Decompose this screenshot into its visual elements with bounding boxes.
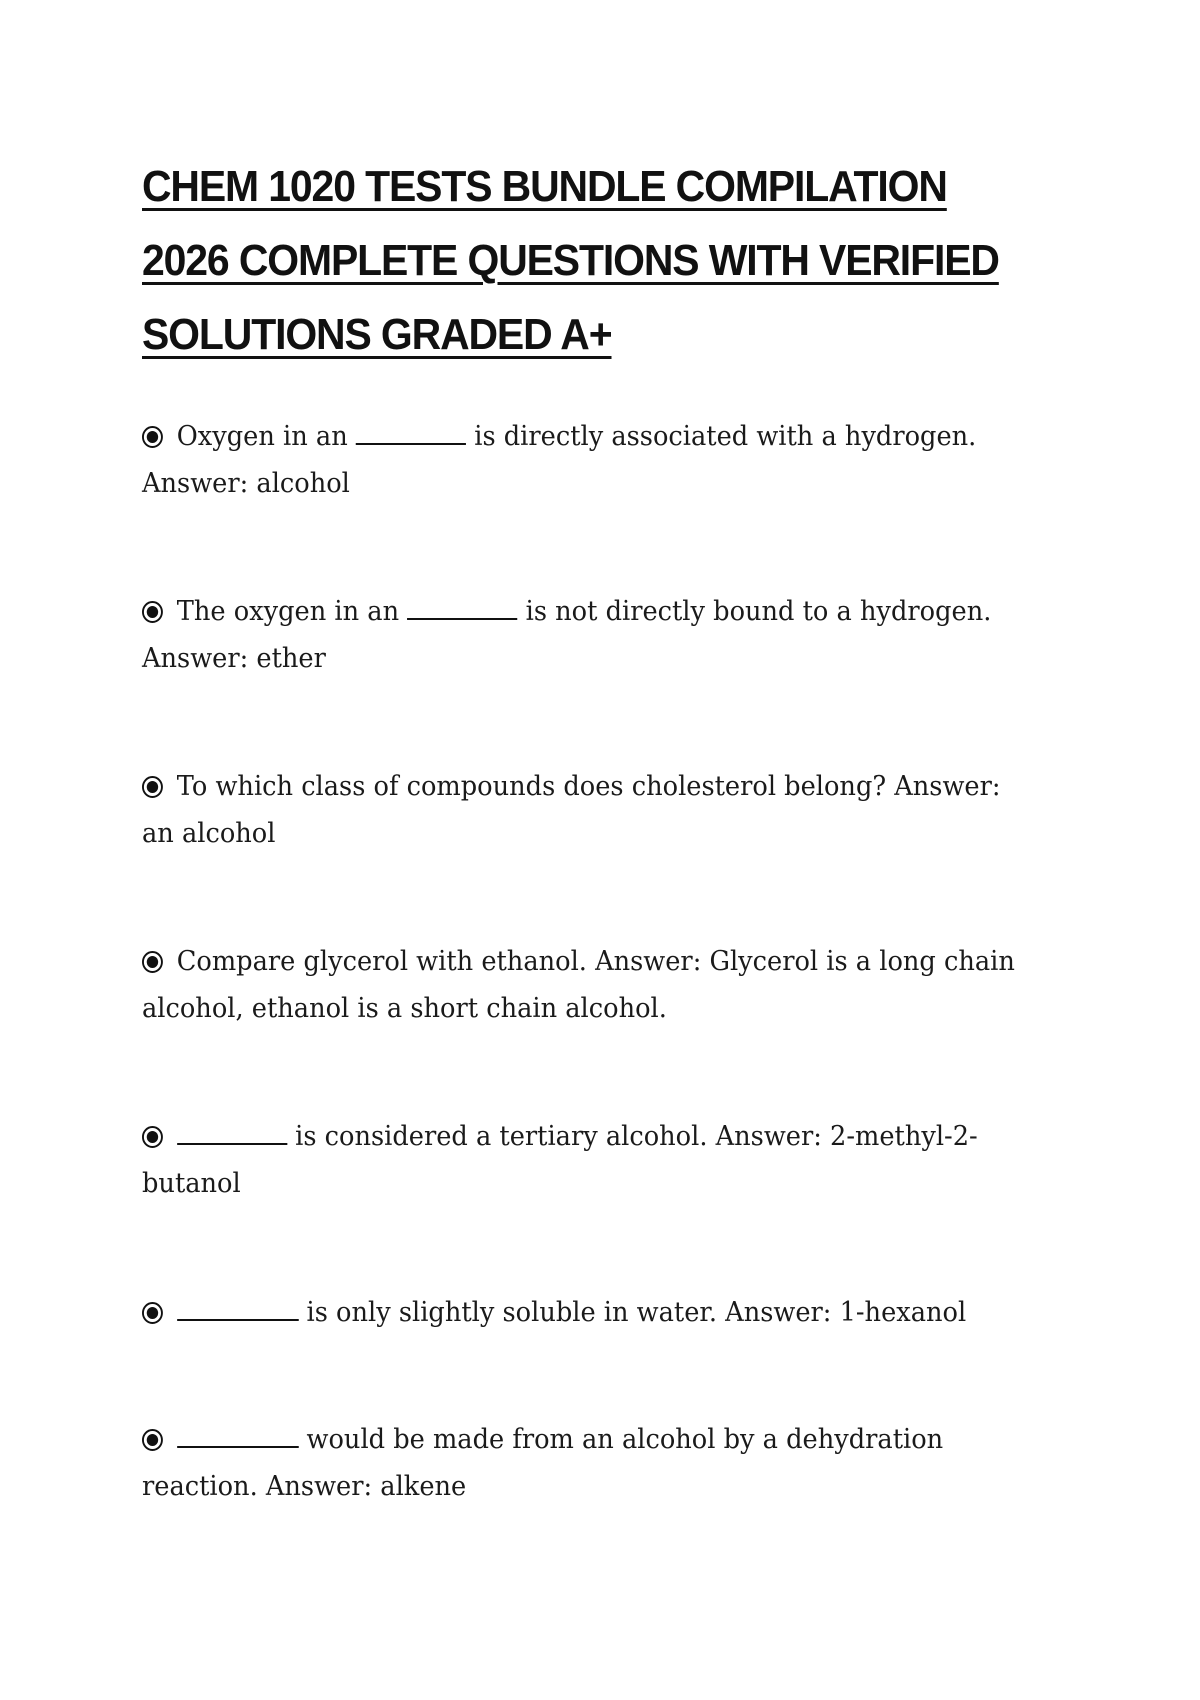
answer-blank [356,421,466,445]
document-title: CHEM 1020 TESTS BUNDLE COMPILATION 2026 COMPLETE QUESTIONS WITH VERIFIED SOLUTIONS GRADED A+ [142,162,999,359]
radio-bullet-icon [142,776,163,798]
question-text-before: The oxygen in an [176,596,400,627]
question-text-after: is directly associated with a hydrogen. Answer: alcohol [142,421,977,499]
answer-blank [177,1297,299,1321]
question-item [142,1289,1026,1336]
question-item [142,763,1026,857]
question-text-after: is only slightly soluble in water. Answer: 1-hexanol [306,1297,967,1328]
answer-blank [177,1424,299,1448]
answer-blank [177,1121,287,1145]
question-text-after: is considered a tertiary alcohol. Answer: 2-methyl-2-butanol [142,1121,978,1199]
question-item [142,588,1026,682]
radio-bullet-icon [142,1302,163,1324]
question-text-after: is not directly bound to a hydrogen. Answer: ether [142,596,992,674]
question-item [142,1416,1026,1510]
question-text: To which class of compounds does cholesterol belong? Answer: an alcohol [142,771,1001,849]
radio-bullet-icon [142,426,163,448]
question-item [142,938,1026,1032]
radio-bullet-icon [142,951,163,973]
question-item [142,1113,1026,1207]
question-text: Compare glycerol with ethanol. Answer: Glycerol is a long chain alcohol, ethanol is a short chain alcohol. [142,946,1015,1024]
radio-bullet-icon [142,1126,163,1148]
answer-blank [407,596,517,620]
question-text-before: Oxygen in an [176,421,348,452]
question-text-after: would be made from an alcohol by a dehydration reaction. Answer: alkene [142,1424,944,1502]
radio-bullet-icon [142,1429,163,1451]
radio-bullet-icon [142,601,163,623]
question-item [142,413,1026,507]
